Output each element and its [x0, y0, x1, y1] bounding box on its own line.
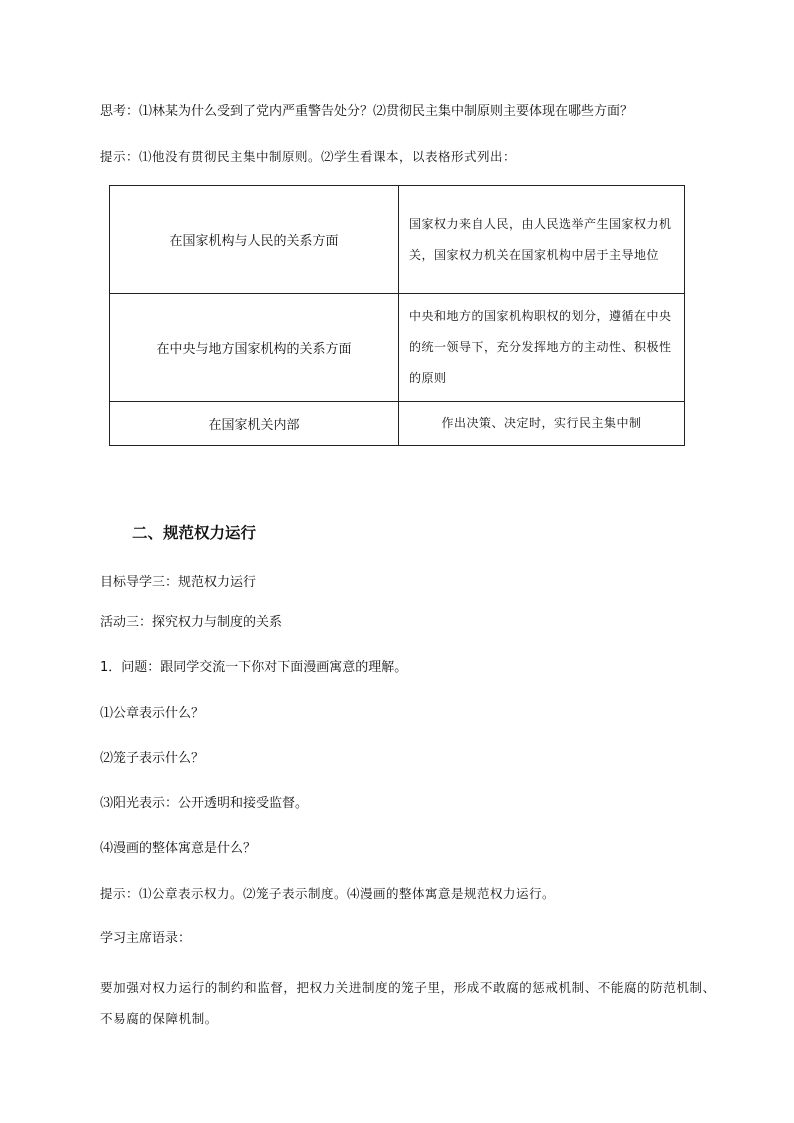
table-cell-content: 作出决策、决定时，实行民主集中制 [399, 402, 685, 446]
hint-2: 提示：⑴公章表示权力。⑵笼子表示制度。⑷漫画的整体寓意是规范权力运行。 [100, 886, 556, 901]
table-cell-aspect: 在国家机关内部 [110, 402, 399, 446]
chairman-quote: 要加强对权力运行的制约和监督，把权力关进制度的笼子里，形成不敢腐的惩戒机制、不能腐的防范机制、不易腐的保障机制。 [100, 980, 716, 1026]
question-3: ⑶阳光表示：公开透明和接受监督。 [100, 796, 309, 811]
principle-table [109, 185, 685, 446]
question-4: ⑷漫画的整体寓意是什么？ [100, 841, 257, 856]
table-row [110, 294, 685, 402]
table-cell-aspect: 在中央与地方国家机构的关系方面 [110, 294, 399, 402]
table-row [110, 402, 685, 446]
question-2: ⑵笼子表示什么？ [100, 751, 205, 766]
table-cell-aspect: 在国家机构与人民的关系方面 [110, 186, 399, 294]
question-1: ⑴公章表示什么？ [100, 706, 205, 721]
table-cell-content: 国家权力来自人民，由人民选举产生国家权力机关，国家权力机关在国家机构中居于主导地位 [399, 186, 685, 294]
table-cell-content: 中央和地方的国家机构职权的划分，遵循在中央的统一领导下，充分发挥地方的主动性、积极性的原则 [399, 294, 685, 402]
section-title: 二、规范权力运行 [132, 524, 257, 542]
hint-1: 提示：⑴他没有贯彻民主集中制原则。⑵学生看课本，以表格形式列出： [100, 149, 517, 164]
quote-label: 学习主席语录： [100, 931, 192, 946]
think-question: 思考：⑴林某为什么受到了党内严重警告处分？⑵贯彻民主集中制原则主要体现在哪些方面？ [100, 104, 634, 119]
goal-line: 目标导学三：规范权力运行 [100, 575, 257, 590]
activity-line: 活动三：探究权力与制度的关系 [100, 615, 283, 630]
question-line: 1．问题：跟同学交流一下你对下面漫画寓意的理解。 [100, 660, 408, 675]
table-row [110, 186, 685, 294]
